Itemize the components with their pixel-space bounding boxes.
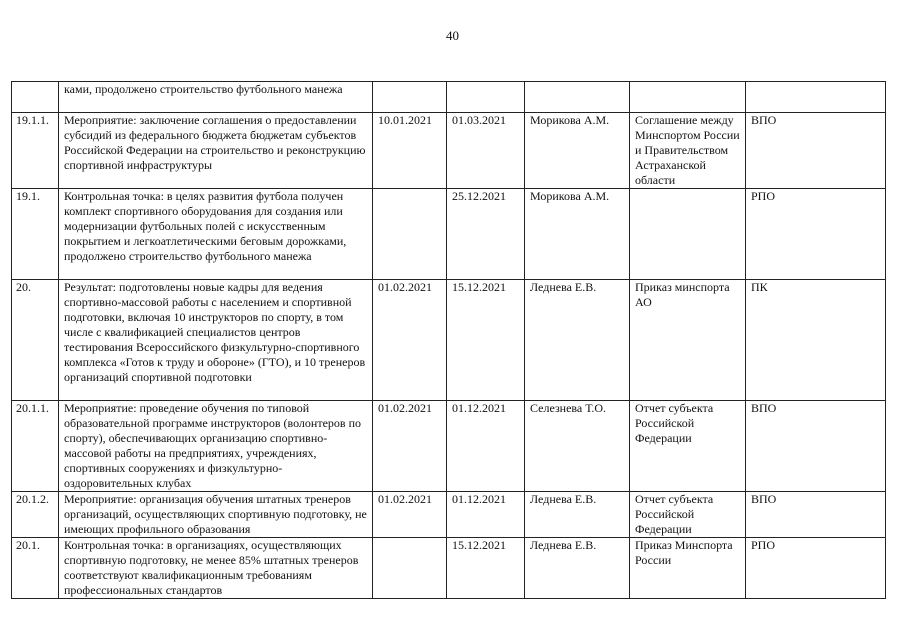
row-number: 20.1.2. <box>12 492 59 538</box>
row-number: 20.1. <box>12 538 59 599</box>
page-number: 40 <box>446 28 459 43</box>
row-start-date <box>373 189 447 280</box>
row-description: Мероприятие: заключение соглашения о предоставлении субсидий из федерального бюджета бюджетам субъектов Российской Федерации на строительство и реконструкцию спортивной инфраструктуры <box>59 113 373 189</box>
row-description: Мероприятие: организация обучения штатных тренеров организаций, осуществляющих спортивную подготовку, не имеющих профильного образования <box>59 492 373 538</box>
row-responsible: Морикова А.М. <box>525 113 630 189</box>
row-start-date: 10.01.2021 <box>373 113 447 189</box>
plan-table <box>11 81 886 599</box>
row-document: Приказ минспорта АО <box>630 280 746 401</box>
row-start-date <box>373 82 447 113</box>
row-start-date <box>373 538 447 599</box>
row-description: Результат: подготовлены новые кадры для ведения спортивно-массовой работы с населением и спортивной подготовки, включая 10 инструкторов по спорту, в том числе с квалификацией специалистов центров тестирования Всероссийского физкультурно-спортивного комплекса «Готов к труду и обороне» (ГТО), и 10 тренеров организаций спортивной подготовки <box>59 280 373 401</box>
row-document: Соглашение между Минспортом России и Правительством Астраханской области <box>630 113 746 189</box>
row-control-level <box>746 82 886 113</box>
row-end-date: 25.12.2021 <box>447 189 525 280</box>
row-end-date: 01.03.2021 <box>447 113 525 189</box>
row-control-level: ВПО <box>746 401 886 492</box>
row-document: Приказ Минспорта России <box>630 538 746 599</box>
row-responsible: Селезнева Т.О. <box>525 401 630 492</box>
row-description: Контрольная точка: в целях развития футбола получен комплект спортивного оборудования для создания или модернизации футбольных полей с искусственным покрытием и легкоатлетическими беговым дорожками, продолжено строительство футбольного манежа <box>59 189 373 280</box>
row-number <box>12 82 59 113</box>
row-responsible: Леднева Е.В. <box>525 538 630 599</box>
row-control-level: ПК <box>746 280 886 401</box>
table-row <box>12 189 886 280</box>
table-row <box>12 113 886 189</box>
plan-table-body <box>12 82 886 599</box>
row-control-level: РПО <box>746 189 886 280</box>
row-description: Контрольная точка: в организациях, осуществляющих спортивную подготовку, не менее 85% штатных тренеров соответствуют квалификационным требованиям профессиональных стандартов <box>59 538 373 599</box>
row-document: Отчет субъекта Российской Федерации <box>630 492 746 538</box>
row-end-date: 15.12.2021 <box>447 280 525 401</box>
row-end-date: 01.12.2021 <box>447 492 525 538</box>
row-end-date: 01.12.2021 <box>447 401 525 492</box>
row-number: 20. <box>12 280 59 401</box>
row-description: Мероприятие: проведение обучения по типовой образовательной программе инструкторов (волонтеров по спорту), обеспечивающих организацию спортивно-массовой работы на предприятиях, учреждениях, спортивных сооружениях и физкультурно-оздоровительных клубах <box>59 401 373 492</box>
table-row <box>12 82 886 113</box>
row-document: Отчет субъекта Российской Федерации <box>630 401 746 492</box>
table-row <box>12 280 886 401</box>
row-document <box>630 82 746 113</box>
row-control-level: ВПО <box>746 492 886 538</box>
row-description: ками, продолжено строительство футбольного манежа <box>59 82 373 113</box>
table-row <box>12 492 886 538</box>
table-row <box>12 401 886 492</box>
row-document <box>630 189 746 280</box>
row-responsible <box>525 82 630 113</box>
row-responsible: Морикова А.М. <box>525 189 630 280</box>
row-start-date: 01.02.2021 <box>373 280 447 401</box>
row-end-date: 15.12.2021 <box>447 538 525 599</box>
row-number: 19.1. <box>12 189 59 280</box>
table-row <box>12 538 886 599</box>
row-control-level: РПО <box>746 538 886 599</box>
row-responsible: Леднева Е.В. <box>525 492 630 538</box>
row-responsible: Леднева Е.В. <box>525 280 630 401</box>
row-start-date: 01.02.2021 <box>373 401 447 492</box>
row-end-date <box>447 82 525 113</box>
row-number: 20.1.1. <box>12 401 59 492</box>
row-control-level: ВПО <box>746 113 886 189</box>
row-start-date: 01.02.2021 <box>373 492 447 538</box>
row-number: 19.1.1. <box>12 113 59 189</box>
